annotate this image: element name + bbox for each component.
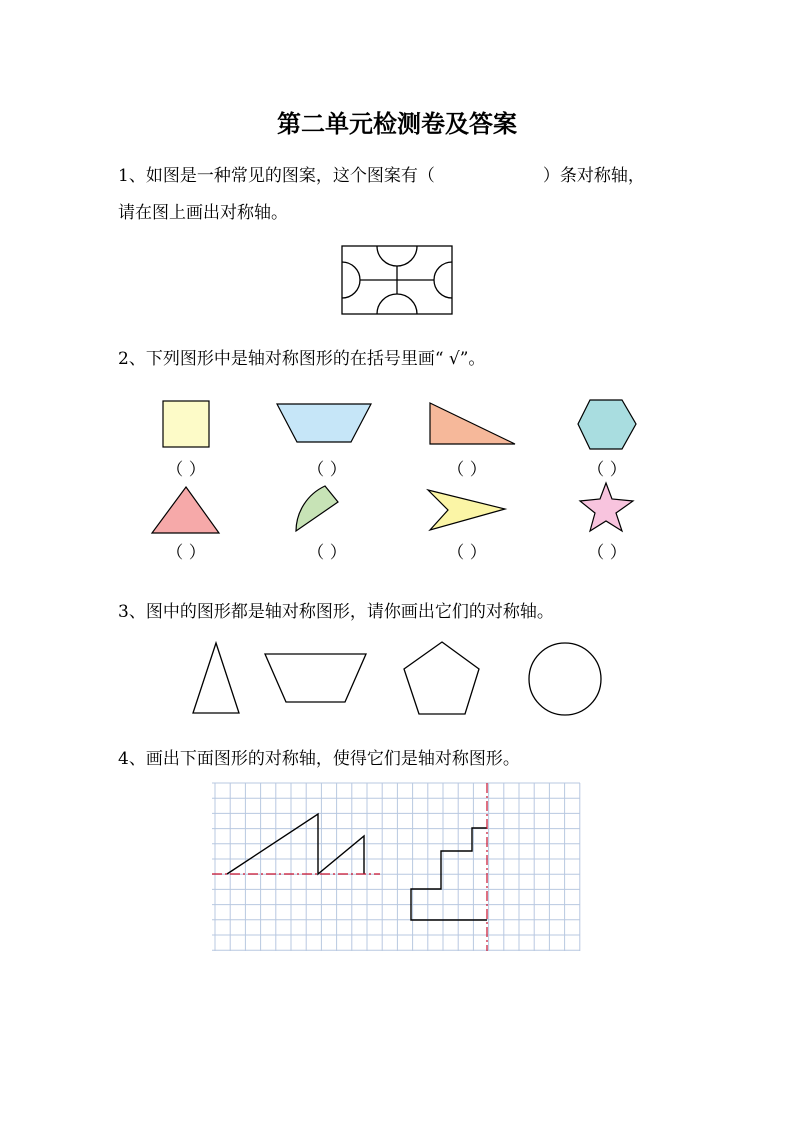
fan-shape — [296, 486, 338, 531]
question-4-grid-figure — [212, 783, 580, 951]
pattern-bottom-arc — [377, 294, 417, 314]
pattern-right-arc — [434, 262, 452, 298]
pattern-left-arc — [342, 262, 360, 298]
question-2-shapes — [0, 390, 794, 570]
grid — [212, 783, 580, 951]
question-3-shapes — [0, 636, 794, 726]
question-1-text-after: ）条对称轴， — [542, 166, 645, 186]
page-title: 第二单元检测卷及答案 — [277, 110, 517, 138]
pattern-top-arc — [377, 246, 417, 266]
question-1-line-1 — [118, 166, 645, 186]
answer-paren-fan[interactable]: （ ） — [307, 543, 347, 563]
answer-paren-hexagon[interactable]: （ ） — [587, 460, 627, 480]
question-1-text-before: 1、如图是一种常见的图案，这个图案有（ — [118, 166, 435, 186]
hexagon-shape — [578, 400, 636, 449]
question-1-pattern-figure — [340, 244, 454, 316]
answer-paren-arrowhead[interactable]: （ ） — [447, 543, 487, 563]
pentagon-shape — [404, 642, 479, 714]
circle-shape — [529, 643, 601, 715]
trapezoid-shape — [277, 404, 371, 442]
answer-paren-square[interactable]: （ ） — [166, 460, 206, 480]
answer-paren-right-triangle[interactable]: （ ） — [447, 460, 487, 480]
answer-paren-trapezoid[interactable]: （ ） — [307, 460, 347, 480]
square-shape — [163, 401, 209, 447]
question-2-text: 2、下列图形中是轴对称图形的在括号里画“ √”。 — [118, 349, 486, 369]
question-1-line-2: 请在图上画出对称轴。 — [118, 203, 288, 223]
arrowhead-shape — [428, 490, 505, 530]
question-4-text: 4、画出下面图形的对称轴，使得它们是轴对称图形。 — [118, 749, 520, 769]
isosceles-triangle-shape — [193, 643, 239, 713]
answer-paren-triangle[interactable]: （ ） — [166, 543, 206, 563]
right-triangle-shape — [430, 403, 515, 444]
outline-trapezoid-shape — [265, 654, 366, 702]
question-3-text: 3、图中的图形都是轴对称图形，请你画出它们的对称轴。 — [118, 602, 554, 622]
answer-paren-star[interactable]: （ ） — [587, 543, 627, 563]
triangle-shape — [152, 487, 219, 533]
star-shape — [580, 483, 633, 531]
